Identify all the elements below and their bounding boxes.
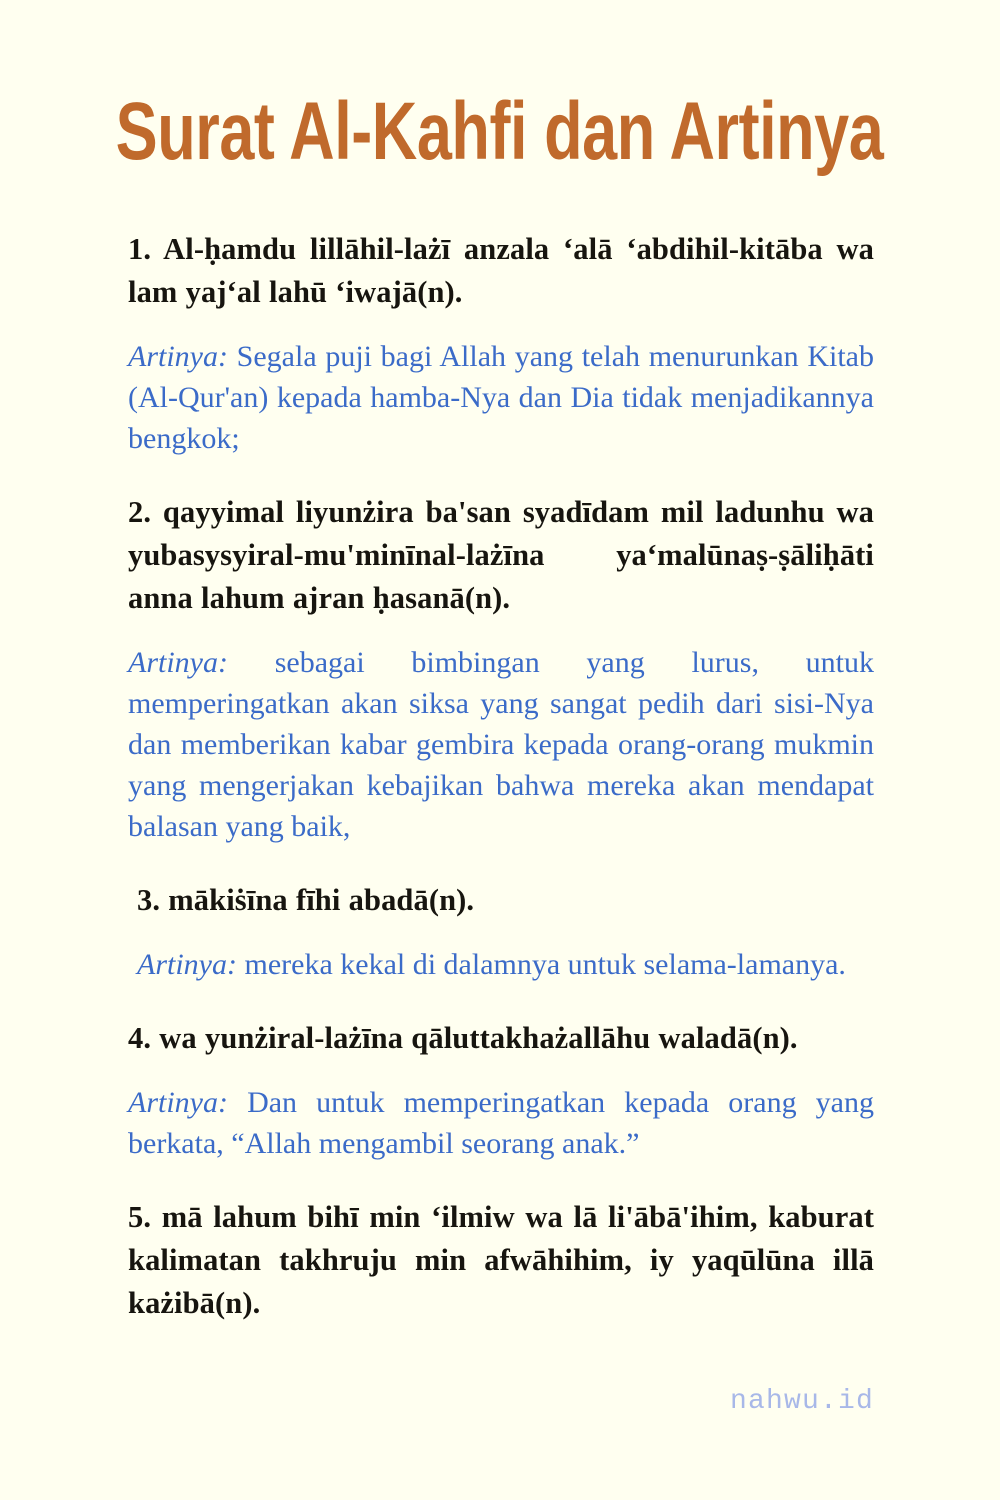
verse-translation-text: Dan untuk memperingatkan kepada orang yang berkata, “Allah mengambil seorang anak.” xyxy=(128,1086,874,1160)
verse-translation-text: mereka kekal di dalamnya untuk selama-lamanya. xyxy=(244,948,846,981)
verse-transliteration: 2. qayyimal liyunżira ba'san syadīdam mil ladunhu wa yubasysyiral-mu'minīnal-lażīna ya‘malūnaṣ-ṣāliḥāti anna lahum ajran ḥasanā(n). xyxy=(128,495,874,615)
artinya-label: Artinya: xyxy=(128,1086,228,1119)
verse-transliteration: 4. wa yunżiral-lażīna qāluttakhażallāhu waladā(n). xyxy=(128,1021,798,1055)
verse-translation xyxy=(128,336,874,459)
verse-translation-text: Segala puji bagi Allah yang telah menurunkan Kitab (Al-Qur'an) kepada hamba-Nya dan Dia tidak menjadikannya bengkok; xyxy=(128,340,874,455)
verse-translation-text: sebagai bimbingan yang lurus, untuk memperingatkan akan siksa yang sangat pedih dari sisi-Nya dan memberikan kabar gembira kepada orang-orang mukmin yang mengerjakan kebajikan bahwa mereka akan mendapat balasan yang baik, xyxy=(128,646,874,843)
artinya-label: Artinya: xyxy=(128,646,228,679)
spacer xyxy=(128,1170,874,1196)
verse-transliteration: 5. mā lahum bihī min ‘ilmiw wa lā li'ābā'ihim, kaburat kalimatan takhruju min afwāhihim, iy yaqūlūna illā każibā(n). xyxy=(128,1200,874,1320)
artinya-label: Artinya: xyxy=(128,340,228,373)
site-watermark: nahwu.id xyxy=(729,1386,874,1417)
verse-block xyxy=(128,1196,874,1325)
verse-translation xyxy=(128,1082,874,1164)
verse-transliteration: 3. mākiṡīna fīhi abadā(n). xyxy=(137,883,475,917)
verses-container xyxy=(128,228,874,1331)
verse-block xyxy=(128,491,874,847)
verse-translation xyxy=(128,642,874,847)
verse-block xyxy=(128,1017,874,1164)
verse-block xyxy=(128,228,874,459)
verse-transliteration: 1. Al-ḥamdu lillāhil-lażī anzala ‘alā ‘abdihil-kitāba wa lam yaj‘al lahū ‘iwajā(n). xyxy=(128,232,874,309)
verse-block xyxy=(128,879,874,985)
title-container xyxy=(0,0,1000,177)
spacer xyxy=(128,991,874,1017)
verse-translation xyxy=(128,944,874,985)
page-title: Surat Al-Kahfi dan Artinya xyxy=(116,86,884,177)
spacer xyxy=(128,465,874,491)
spacer xyxy=(128,853,874,879)
artinya-label: Artinya: xyxy=(137,948,237,981)
